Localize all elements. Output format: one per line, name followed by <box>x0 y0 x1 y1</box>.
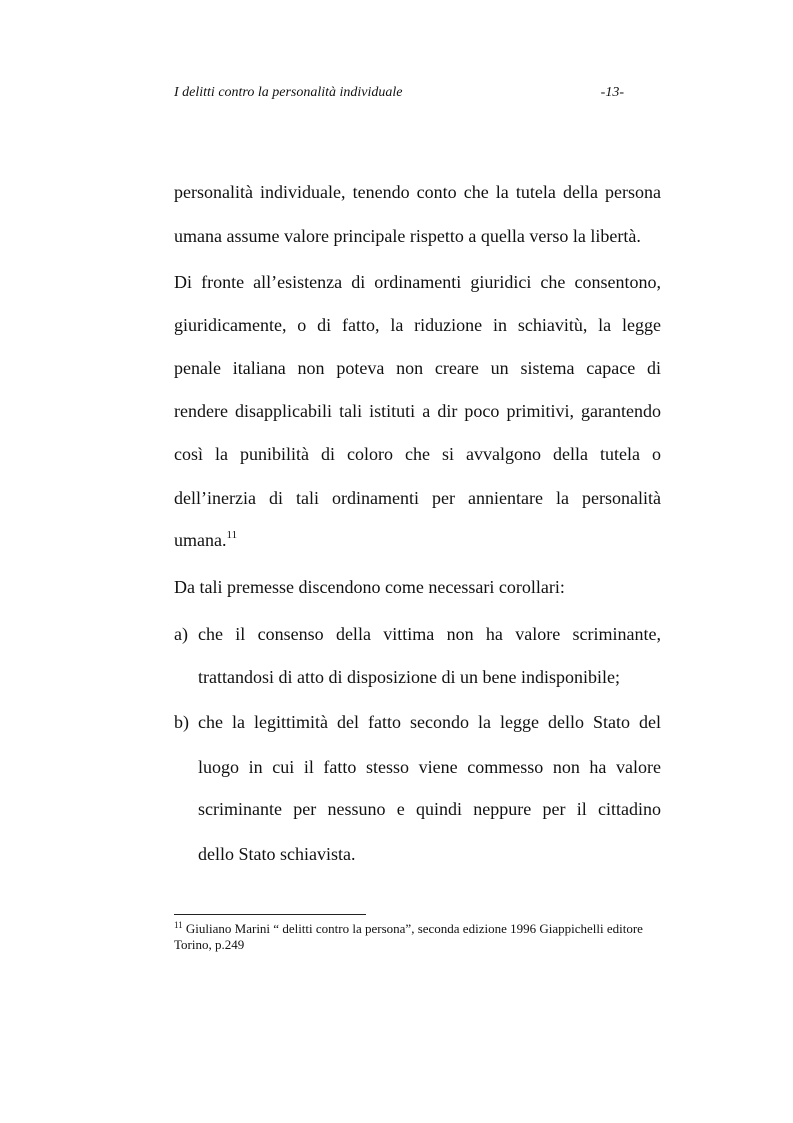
footnote-separator <box>174 914 366 915</box>
body-line: umana assume valore principale rispetto a quella verso la libertà. <box>174 226 641 246</box>
footnote-line-1: Giuliano Marini “ delitti contro la persona”, seconda edizione 1996 Giappichelli editore <box>182 921 643 936</box>
page-number: -13- <box>600 85 624 100</box>
footnote-line-2: Torino, p.249 <box>174 937 245 952</box>
footnote-text <box>174 921 661 937</box>
list-marker-b: b) <box>174 712 189 732</box>
list-marker-a: a) <box>174 624 188 644</box>
body-line: dell’inerzia di tali ordinamenti per annientare la personalità <box>174 488 661 508</box>
body-line: così la punibilità di coloro che si avvalgono della tutela o <box>174 444 661 464</box>
body-line: giuridicamente, o di fatto, la riduzione in schiavitù, la legge <box>174 315 661 335</box>
list-item-line: luogo in cui il fatto stesso viene commesso non ha valore <box>198 757 661 777</box>
list-item-line: che il consenso della vittima non ha valore scriminante, <box>198 624 661 644</box>
header-title: I delitti contro la personalità individuale <box>174 85 403 100</box>
footnote-number: 11 <box>174 920 183 930</box>
body-line-text: umana. <box>174 530 227 550</box>
list-item-line: dello Stato schiavista. <box>198 844 356 864</box>
body-line: Da tali premesse discendono come necessari corollari: <box>174 577 565 597</box>
body-line: personalità individuale, tenendo conto che la tutela della persona <box>174 182 661 202</box>
body-line-with-footnote <box>174 528 661 552</box>
body-line: Di fronte all’esistenza di ordinamenti giuridici che consentono, <box>174 272 661 292</box>
footnote-reference[interactable]: 11 <box>226 529 238 541</box>
body-line: rendere disapplicabili tali istituti a dir poco primitivi, garantendo <box>174 401 661 421</box>
body-line: penale italiana non poteva non creare un sistema capace di <box>174 358 661 378</box>
list-item-line: scriminante per nessuno e quindi neppure per il cittadino <box>198 799 661 819</box>
list-item-line: trattandosi di atto di disposizione di un bene indisponibile; <box>198 667 620 687</box>
list-item-line: che la legittimità del fatto secondo la legge dello Stato del <box>198 712 661 732</box>
